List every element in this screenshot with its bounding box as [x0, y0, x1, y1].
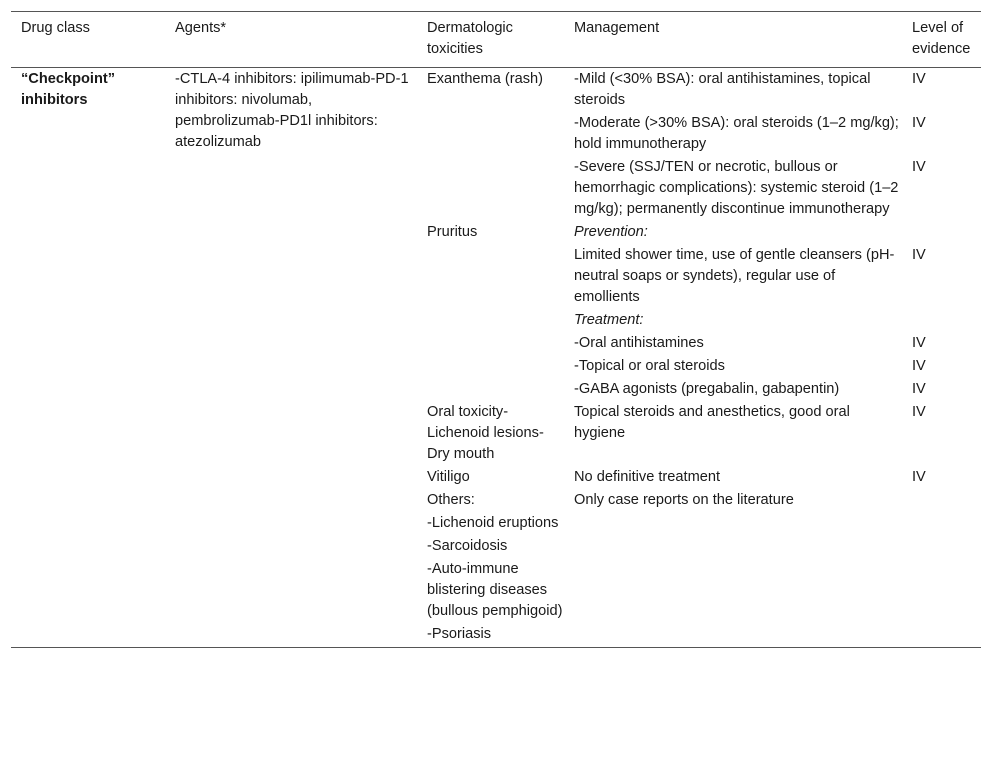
- level-cell: IV: [912, 335, 926, 351]
- toxicity-cell: Oral toxicity-Lichenoid lesions-Dry mouth: [427, 404, 544, 462]
- drug-class-cell: “Checkpoint” inhibitors: [21, 71, 116, 108]
- toxicity-cell: Exanthema (rash): [427, 71, 543, 87]
- management-cell: -Mild (<30% BSA): oral antihistamines, topical steroids: [574, 71, 871, 108]
- management-cell: No definitive treatment: [574, 469, 721, 485]
- header-agents: Agents*: [165, 12, 417, 68]
- toxicity-cell: [417, 379, 564, 402]
- toxicity-table-container: [11, 11, 981, 648]
- management-cell: -GABA agonists (pregabalin, gabapentin): [574, 381, 840, 397]
- toxicity-cell: [417, 310, 564, 333]
- level-cell: IV: [912, 71, 926, 87]
- toxicity-cell: [417, 245, 564, 310]
- others-item: -Lichenoid eruptions: [427, 515, 559, 531]
- others-item: -Auto-immune blistering diseases (bullous pemphigoid): [427, 561, 563, 619]
- level-cell: IV: [912, 469, 926, 485]
- level-cell: [902, 490, 981, 647]
- toxicity-cell: Pruritus: [427, 224, 478, 240]
- toxicity-cell: [417, 333, 564, 356]
- management-cell: -Severe (SSJ/TEN or necrotic, bullous or hemorrhagic complications): systemic steroid (1–2 mg/kg); permanently discontinue immunotherapy: [574, 159, 899, 217]
- agents-cell: -CTLA-4 inhibitors: ipilimumab-PD-1 inhibitors: nivolumab, pembrolizumab-PD1l inhibitors: atezolizumab: [175, 71, 409, 150]
- header-drug-class: Drug class: [11, 12, 165, 68]
- header-management: Management: [564, 12, 902, 68]
- others-item: -Sarcoidosis: [427, 538, 508, 554]
- header-dermatologic-toxicities: Dermatologic toxicities: [417, 12, 564, 68]
- management-cell: -Oral antihistamines: [574, 335, 704, 351]
- level-cell: [902, 310, 981, 333]
- others-item: -Psoriasis: [427, 626, 492, 642]
- level-cell: IV: [912, 404, 926, 420]
- level-cell: IV: [912, 159, 926, 175]
- header-row: [11, 12, 981, 68]
- management-cell: Topical steroids and anesthetics, good oral hygiene: [574, 404, 850, 441]
- toxicity-cell: Vitiligo: [427, 469, 470, 485]
- toxicity-cell: [417, 113, 564, 157]
- toxicity-cell-others: [417, 490, 564, 647]
- level-cell: [902, 222, 981, 245]
- header-level-of-evidence: Level of evidence: [902, 12, 981, 68]
- toxicity-cell: [417, 356, 564, 379]
- toxicity-table: [11, 12, 981, 647]
- management-cell: -Moderate (>30% BSA): oral steroids (1–2 mg/kg); hold immunotherapy: [574, 115, 899, 152]
- level-cell: IV: [912, 247, 926, 263]
- others-title: Others:: [427, 492, 475, 508]
- table-row: [11, 68, 981, 114]
- toxicity-cell: [417, 157, 564, 222]
- level-cell: IV: [912, 381, 926, 397]
- level-cell: IV: [912, 358, 926, 374]
- management-cell: Limited shower time, use of gentle cleansers (pH-neutral soaps or syndets), regular use of emollients: [574, 247, 895, 305]
- management-cell: -Topical or oral steroids: [574, 358, 725, 374]
- management-cell: Only case reports on the literature: [574, 492, 794, 508]
- management-cell: Prevention:: [574, 224, 648, 240]
- management-cell: Treatment:: [574, 312, 644, 328]
- level-cell: IV: [912, 115, 926, 131]
